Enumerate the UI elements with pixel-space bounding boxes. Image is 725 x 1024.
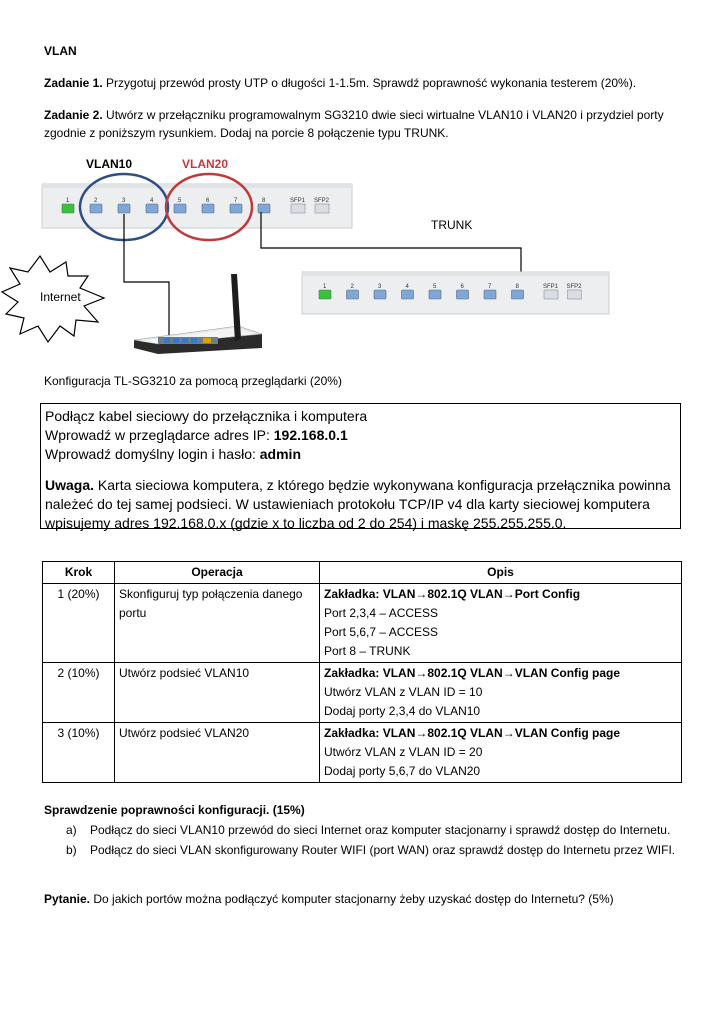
cell-krok: 2 (10%)	[43, 663, 115, 723]
header-krok: Krok	[43, 562, 115, 584]
cell-krok: 3 (10%)	[43, 723, 115, 783]
trunk-label: TRUNK	[431, 218, 473, 232]
note-line-1: Podłącz kabel sieciowy do przełącznika i komputera	[45, 408, 368, 424]
check-b-text: Podłącz do sieci VLAN skonfigurowany Router WIFI (port WAN) oraz sprawdź dostęp do Internetu przez WIFI.	[90, 843, 676, 857]
top-port-label-5: 5	[178, 198, 182, 204]
bottom-port-7	[484, 290, 496, 299]
login: admin	[259, 446, 301, 462]
vlan10-label: VLAN10	[86, 157, 133, 171]
top-sfp-label-1: SFP1	[290, 198, 306, 204]
cell-krok: 1 (20%)	[43, 584, 115, 663]
table-row	[43, 663, 682, 723]
bottom-port-5	[429, 290, 441, 299]
bottom-port-label-6: 6	[460, 284, 464, 290]
switch-top	[42, 184, 352, 228]
bottom-port-6	[457, 290, 469, 299]
top-sfp-label-2: SFP2	[314, 198, 330, 204]
bottom-sfp-2	[568, 290, 582, 299]
top-port-label-3: 3	[122, 198, 126, 204]
warning-line-3: wpisujemy adres 192.168.0.x (gdzie x to liczba od 2 do 254) i maskę 255.255.255.0.	[45, 515, 567, 531]
check-a-text: Podłącz do sieci VLAN10 przewód do sieci Internet oraz komputer stacjonarny i sprawdź dostęp do Internetu.	[90, 823, 671, 837]
cell-operacja: Utwórz podsieć VLAN10	[115, 663, 320, 723]
top-port-6	[202, 204, 214, 213]
table-row	[43, 584, 682, 663]
bottom-port-1	[319, 290, 331, 299]
question: Pytanie. Do jakich portów można podłączyć komputer stacjonarny żeby uzyskać dostęp do Internetu? (5%)	[44, 892, 614, 906]
top-port-4	[146, 204, 158, 213]
vlan-diagram	[0, 150, 725, 360]
bottom-sfp-1	[544, 290, 558, 299]
header-opis: Opis	[320, 562, 682, 584]
top-port-label-1: 1	[66, 198, 70, 204]
top-port-7	[230, 204, 242, 213]
cell-operacja: Skonfiguruj typ połączenia danego portu	[115, 584, 320, 663]
cell-opis: Zakładka: VLAN→802.1Q VLAN→VLAN Config page Utwórz VLAN z VLAN ID = 20 Dodaj porty 5,6,7 do VLAN20	[320, 723, 682, 783]
ip-address: 192.168.0.1	[273, 427, 348, 443]
top-port-3	[118, 204, 130, 213]
bottom-port-8	[512, 290, 524, 299]
internet-label: Internet	[40, 290, 81, 304]
check-a: a)	[66, 823, 77, 837]
cell-opis: Zakładka: VLAN→802.1Q VLAN→Port Config Port 2,3,4 – ACCESS Port 5,6,7 – ACCESS Port 8 – TRUNK	[320, 584, 682, 663]
header-operacja: Operacja	[115, 562, 320, 584]
bottom-port-label-3: 3	[378, 284, 382, 290]
bottom-port-label-5: 5	[433, 284, 437, 290]
note-line-3: Wprowadź domyślny login i hasło: admin	[45, 446, 301, 462]
table-row	[43, 723, 682, 783]
check-b: b)	[66, 843, 77, 857]
top-port-8	[258, 204, 270, 213]
top-port-1	[62, 204, 74, 213]
top-port-5	[174, 204, 186, 213]
note-line-2: Wprowadź w przeglądarce adres IP: 192.168.0.1	[45, 427, 348, 443]
steps-table	[42, 561, 682, 783]
bottom-port-3	[374, 290, 386, 299]
top-sfp-2	[315, 204, 329, 213]
bottom-port-label-2: 2	[350, 284, 354, 290]
instructions-box	[40, 403, 681, 529]
bottom-port-2	[347, 290, 359, 299]
top-port-label-2: 2	[94, 198, 98, 204]
top-sfp-1	[291, 204, 305, 213]
config-title: Konfiguracja TL-SG3210 za pomocą przeglądarki (20%)	[44, 374, 342, 388]
top-port-label-4: 4	[150, 198, 154, 204]
table-header-row	[43, 562, 682, 584]
top-port-label-8: 8	[262, 198, 266, 204]
top-port-label-7: 7	[234, 198, 238, 204]
bottom-port-label-7: 7	[488, 284, 492, 290]
vlan20-label: VLAN20	[182, 157, 229, 171]
task-1: Zadanie 1. Przygotuj przewód prosty UTP o długości 1-1.5m. Sprawdź poprawność wykonania testerem (20%).	[44, 76, 637, 90]
page-title: VLAN	[44, 44, 77, 58]
cell-operacja: Utwórz podsieć VLAN20	[115, 723, 320, 783]
cell-opis: Zakładka: VLAN→802.1Q VLAN→VLAN Config page Utwórz VLAN z VLAN ID = 10 Dodaj porty 2,3,4 do VLAN10	[320, 663, 682, 723]
bottom-port-label-8: 8	[515, 284, 519, 290]
bottom-sfp-label-2: SFP2	[566, 284, 582, 290]
bottom-sfp-label-1: SFP1	[543, 284, 559, 290]
top-port-label-6: 6	[206, 198, 210, 204]
task-2-line-1: Zadanie 2. Utwórz w przełączniku programowalnym SG3210 dwie sieci wirtualne VLAN10 i VLAN20 i przydziel porty	[44, 108, 664, 122]
warning-line-2: należeć do tej samej podsieci. W ustawieniach protokołu TCP/IP v4 dla karty sieciowej komputera	[45, 496, 650, 512]
task-2-line-2: zgodnie z poniższym rysunkiem. Dodaj na porcie 8 połączenie typu TRUNK.	[44, 126, 449, 140]
warning-line-1: Uwaga. Karta sieciowa komputera, z którego będzie wykonywana konfiguracja przełącznika powinna	[45, 477, 671, 493]
check-title: Sprawdzenie poprawności konfiguracji. (15%)	[44, 803, 305, 817]
bottom-port-4	[402, 290, 414, 299]
bottom-port-label-1: 1	[323, 284, 327, 290]
bottom-port-label-4: 4	[405, 284, 409, 290]
router-cable	[124, 214, 169, 340]
router-icon	[134, 274, 262, 354]
top-port-2	[90, 204, 102, 213]
